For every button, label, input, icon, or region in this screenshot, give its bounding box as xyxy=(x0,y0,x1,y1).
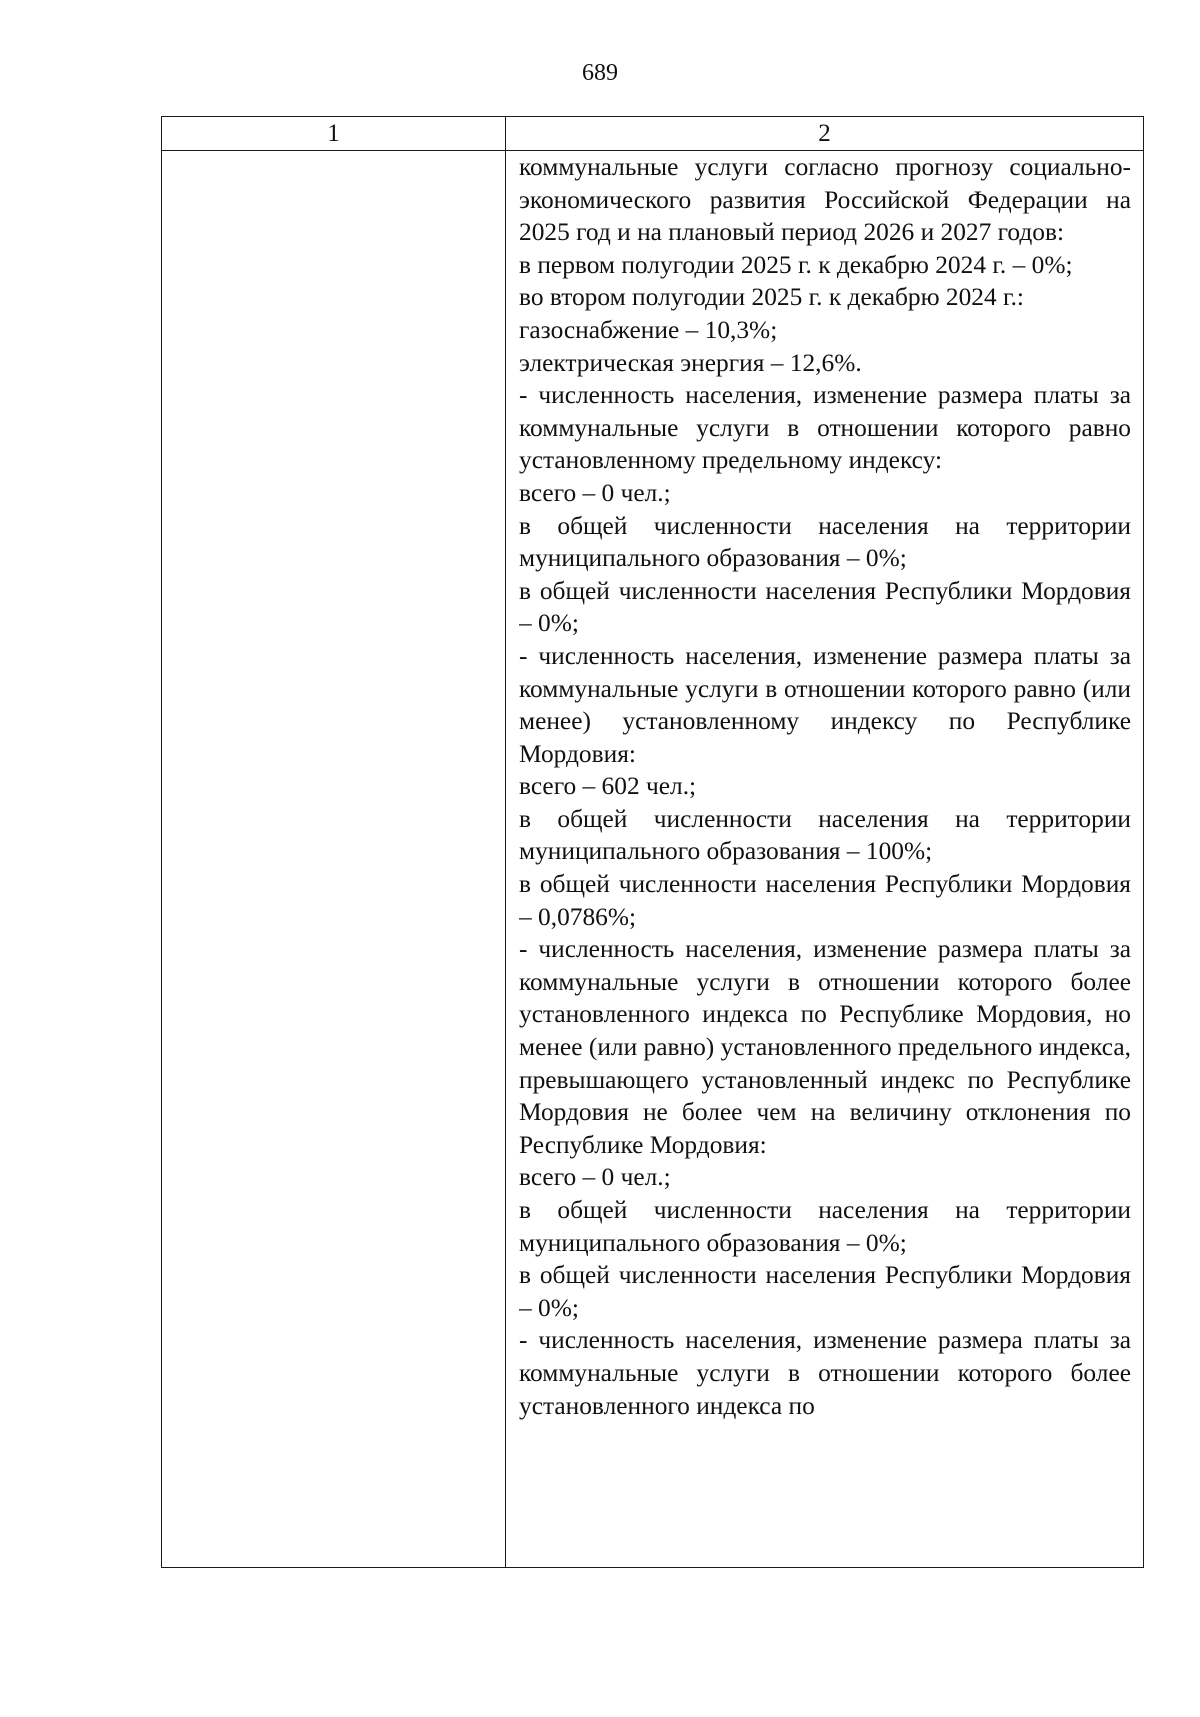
text-paragraph: в общей численности населения на территории муниципального образования – 100%; xyxy=(519,804,1131,866)
text-paragraph: в общей численности населения Республики Мордовия – 0,0786%; xyxy=(519,870,1131,931)
text-paragraph: - численность населения, изменение размера платы за коммунальные услуги в отношении которого равно установленному предельному индексу: xyxy=(519,381,1131,475)
page-number: 689 xyxy=(582,60,618,86)
text-paragraph: во втором полугодии 2025 г. к декабрю 2024 г.: xyxy=(519,283,1024,312)
text-paragraph: - численность населения, изменение размера платы за коммунальные услуги в отношении которого более установленного индекса по xyxy=(519,1326,1131,1420)
column-divider xyxy=(505,117,506,1567)
column-header-2: 2 xyxy=(818,120,831,147)
column-1-cell xyxy=(162,151,505,1567)
text-paragraph: в общей численности населения на территории муниципального образования – 0%; xyxy=(519,1196,1131,1257)
text-paragraph: всего – 0 чел.; xyxy=(519,478,671,507)
text-paragraph: в общей численности населения на территории муниципального образования – 0%; xyxy=(519,511,1131,573)
text-paragraph: всего – 0 чел.; xyxy=(519,1163,671,1192)
text-paragraph: электрическая энергия – 12,6%. xyxy=(519,348,862,377)
text-paragraph: всего – 602 чел.; xyxy=(519,772,697,801)
text-paragraph: в общей численности населения Республики Мордовия – 0%; xyxy=(519,576,1131,638)
text-paragraph: - численность населения, изменение размера платы за коммунальные услуги в отношении которого более установленного индекса по Республике Мордовия, но менее (или равно) установленного предельного индекса, превышающего установленный индекс по Республике Мордовия не более чем на величину отклонения по Республике Мордовия: xyxy=(519,935,1131,1159)
column-2-cell xyxy=(519,151,1131,1567)
text-paragraph: - численность населения, изменение размера платы за коммунальные услуги в отношении которого равно (или менее) установленному индексу по Республике Мордовия: xyxy=(519,641,1131,768)
text-paragraph: в общей численности населения Республики Мордовия – 0%; xyxy=(519,1261,1131,1322)
document-table xyxy=(161,116,1144,1568)
text-paragraph: в первом полугодии 2025 г. к декабрю 2024 г. – 0%; xyxy=(519,250,1073,279)
text-paragraph: газоснабжение – 10,3%; xyxy=(519,315,778,344)
column-header-1: 1 xyxy=(327,120,340,147)
text-paragraph: коммунальные услуги согласно прогнозу социально-экономического развития Российской Федерации на 2025 год и на плановый период 2026 и 2027 годов: xyxy=(519,153,1131,247)
